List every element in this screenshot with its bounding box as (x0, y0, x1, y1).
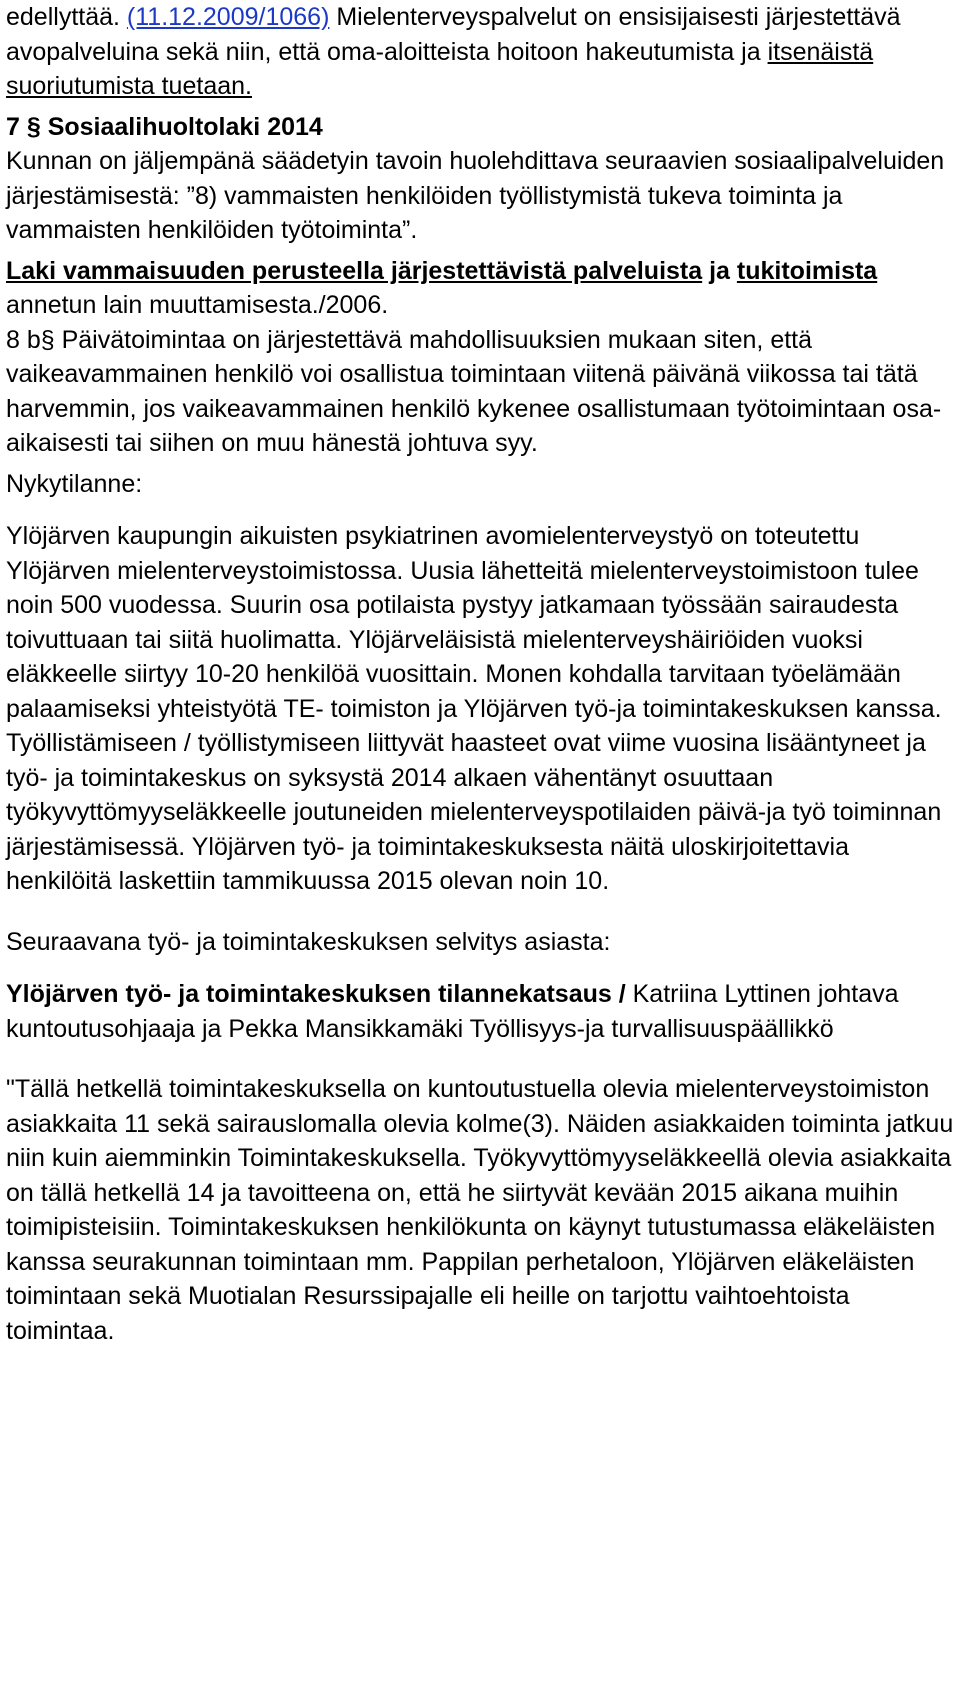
paragraph-next-report: Seuraavana työ- ja toimintakeskuksen selvitys asiasta: (6, 927, 611, 956)
paragraph-day-activities: 8 b§ Päivätoimintaa on järjestettävä mahdollisuuksien mukaan siten, että vaikeavammainen henkilö voi osallistua toimintaan viitenä päivänä viikossa tai tätä harvemmin, jos vaikeavammainen henkilö kykenee osallistumaan työtoimintaan osa-aikaisesti tai siihen on muu hänestä johtuva syy. (6, 325, 942, 457)
paragraph-mental-health-services: edellyttää. (11.12.2009/1066) Mielenterveyspalvelut on ensisijaisesti järjestettävä avopalveluina sekä niin, että oma-aloitteista hoitoon hakeutumista ja itsenäistä suoriutumista tuetaan. (6, 3, 901, 100)
paragraph-disability-services-act: Laki vammaisuuden perusteella järjestettävistä palveluista ja tukitoimista annetun lain muuttamisesta./2006. (6, 256, 878, 319)
current-situation-label: Nykytilanne: (6, 469, 143, 498)
law-reference-link[interactable]: (11.12.2009/1066) (126, 3, 330, 31)
paragraph-social-welfare-act: 7 § Sosiaalihuoltolaki 2014 Kunnan on jäljempänä säädetyin tavoin huolehdittava seuraavien sosiaalipalveluiden järjestämisestä: ”8) vammaisten henkilöiden työllistymistä tukeva toiminta ja vammaisten henkilöiden työtoiminta”. (6, 112, 945, 244)
paragraph-status-review: Ylöjärven työ- ja toimintakeskuksen tilannekatsaus / Katriina Lyttinen johtava kuntoutusohjaaja ja Pekka Mansikkamäki Työllisyys-ja turvallisuuspäällikkö (6, 980, 899, 1043)
status-review-title: Ylöjärven työ- ja toimintakeskuksen tilannekatsaus / (6, 980, 626, 1008)
section-heading: 7 § Sosiaalihuoltolaki 2014 (6, 112, 323, 141)
paragraph-current-situation: Ylöjärven kaupungin aikuisten psykiatrinen avomielenterveystyö on toteutettu Ylöjärven mielenterveystoimistossa. Uusia lähetteitä mielenterveystoimistoon tulee noin 500 vuodessa. Suurin osa potilaista pystyy jatkamaan työssään sairaudesta toivuttuaan tai siitä huolimatta. Ylöjärveläisistä mielenterveyshäiriöiden vuoksi eläkkeelle siirtyy 10-20 henkilöä vuosittain. Monen kohdalla tarvitaan työelämään palaamiseksi yhteistyötä TE- toimiston ja Ylöjärven työ-ja toimintakeskuksen kanssa. Työllistämiseen / työllistymiseen liittyvät haasteet ovat viime vuosina lisääntyneet ja työ- ja toimintakeskus on syksystä 2014 alkaen vähentänyt osuuttaan työkyvyttömyyseläkkeelle joutuneiden mielenterveyspotilaiden päivä-ja työ toiminnan järjestämisessä. Ylöjärven työ- ja toimintakeskuksesta näitä uloskirjoitettavia henkilöitä laskettiin tammikuussa 2015 olevan noin 10. (6, 522, 942, 895)
law-title-link-2[interactable]: tukitoimista (736, 256, 878, 285)
law-title-link[interactable]: Laki vammaisuuden perusteella järjestettävistä palveluista (6, 256, 703, 285)
underlined-text: itsenäistä suoriutumista tuetaan. (6, 37, 874, 100)
paragraph-quote: "Tällä hetkellä toimintakeskuksella on kuntoutustuella olevia mielenterveystoimiston asiakkaita 11 sekä sairauslomalla olevia kolme(3). Näiden asiakkaiden toiminta jatkuu niin kuin aiemminkin Toimintakeskuksella. Työkyvyttömyyseläkkeellä olevia asiakkaita on tällä hetkellä 14 ja tavoitteena on, että he siirtyvät kevään 2015 aikana muihin toimipisteisiin. Toimintakeskuksen henkilökunta on käynyt tutustumassa eläkeläisten kanssa seurakunnan toimintaan mm. Pappilan perhetaloon, Ylöjärven eläkeläisten toimintaan sekä Muotialan Resurssipajalle eli heille on tarjottu vaihtoehtoista toimintaa. (6, 1075, 954, 1345)
